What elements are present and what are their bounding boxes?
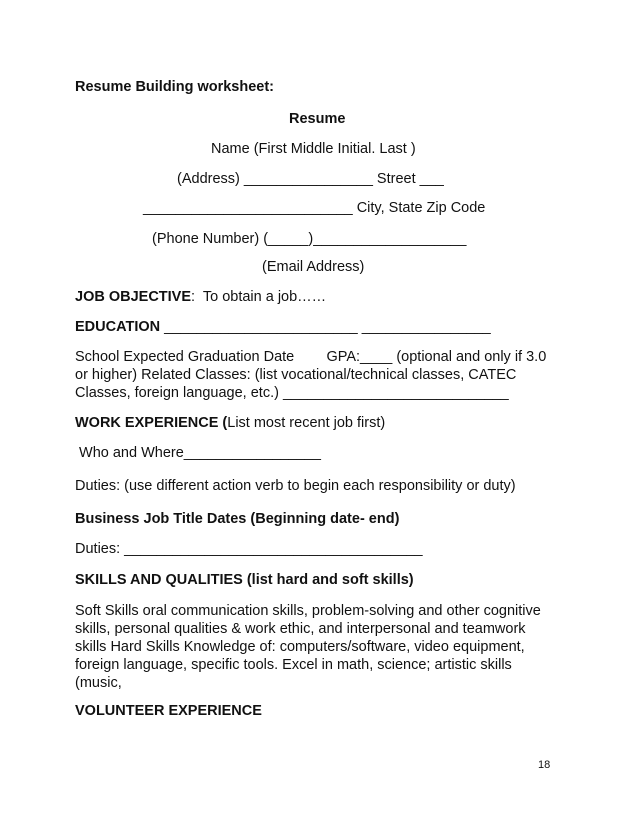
duties-line-2: Duties: _____________________________________ [75,541,423,557]
education-label: EDUCATION [75,319,161,335]
skills-paragraph-line: Soft Skills oral communication skills, problem-solving and other cognitive [75,603,541,619]
who-and-where-line: Who and Where_________________ [75,445,321,461]
skills-paragraph-line: skills, personal qualities & work ethic, and interpersonal and teamwork [75,621,526,637]
skills-paragraph-line: skills Hard Skills Knowledge of: computers/software, video equipment, [75,639,525,655]
job-objective-text: : To obtain a job…… [191,289,327,305]
school-paragraph-line: Classes, foreign language, etc.) ____________________________ [75,385,509,401]
school-paragraph [75,348,570,402]
name-line: Name (First Middle Initial. Last ) [211,141,416,157]
business-job-title-line: Business Job Title Dates (Beginning date- end) [75,511,400,527]
work-experience-line [75,414,385,432]
skills-paragraph-line: (music, [75,675,122,691]
skills-heading: SKILLS AND QUALITIES (list hard and soft skills) [75,572,414,588]
address-line: (Address) ________________ Street ___ [177,171,444,187]
city-state-zip-line: __________________________ City, State Zip Code [143,200,486,216]
email-line: (Email Address) [262,259,365,275]
school-paragraph-line: or higher) Related Classes: (list vocational/technical classes, CATEC [75,367,517,383]
job-objective-line [75,288,326,306]
phone-line: (Phone Number) (_____)___________________ [152,231,467,247]
page-number: 18 [538,759,551,771]
education-blanks: ________________________ ________________ [160,319,491,335]
skills-paragraph-line: foreign language, specific tools. Excel in math, science; artistic skills [75,657,512,673]
worksheet-title: Resume Building worksheet: [75,79,275,95]
skills-paragraph [75,602,570,692]
work-experience-text: List most recent job first) [227,415,386,431]
volunteer-heading: VOLUNTEER EXPERIENCE [75,703,262,719]
education-line [75,318,491,336]
duties-line-1: Duties: (use different action verb to begin each responsibility or duty) [75,478,516,494]
job-objective-label: JOB OBJECTIVE [75,289,192,305]
school-paragraph-line: School Expected Graduation Date GPA:____ (optional and only if 3.0 [75,349,547,365]
resume-heading: Resume [289,111,346,127]
work-experience-label: WORK EXPERIENCE ( [75,415,228,431]
